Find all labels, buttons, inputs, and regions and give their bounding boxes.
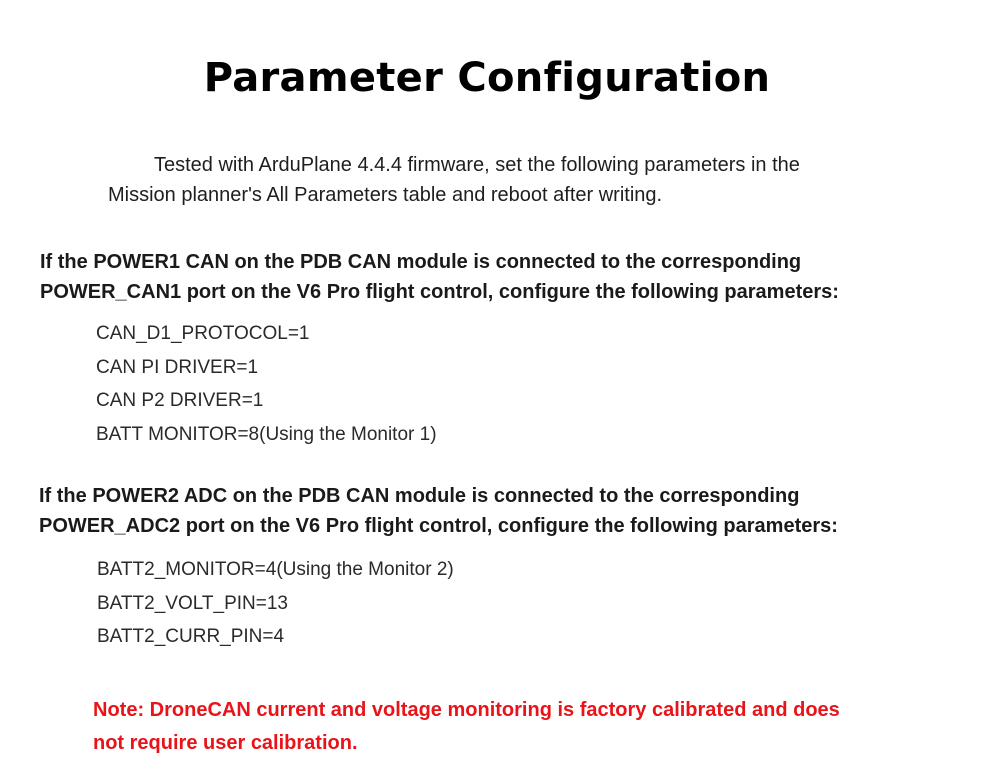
calibration-note [93, 694, 953, 760]
section-1-heading-line-1: If the POWER1 CAN on the PDB CAN module is connected to the corresponding [40, 251, 802, 273]
parameter-item: CAN PI DRIVER=1 [96, 356, 259, 378]
intro-line-2: Mission planner's All Parameters table and reboot after writing. [108, 184, 663, 206]
intro-paragraph [108, 150, 938, 210]
parameter-item: CAN_D1_PROTOCOL=1 [96, 323, 310, 344]
page-title: Parameter Configuration [203, 55, 771, 101]
parameter-item: BATT2_CURR_PIN=4 [97, 626, 285, 647]
parameter-item: BATT2_MONITOR=4(Using the Monitor 2) [97, 559, 454, 580]
intro-line-1: Tested with ArduPlane 4.4.4 firmware, set the following parameters in the [154, 154, 800, 176]
note-line-2: not require user calibration. [93, 732, 358, 754]
section-1-parameter-list [96, 317, 437, 451]
section-2-parameter-list [97, 553, 454, 654]
parameter-item: BATT MONITOR=8(Using the Monitor 1) [96, 423, 437, 445]
section-1-heading [40, 247, 990, 307]
section-1-heading-line-2: POWER_CAN1 port on the V6 Pro flight control, configure the following parameters: [40, 281, 839, 303]
section-2-heading-line-1: If the POWER2 ADC on the PDB CAN module is connected to the corresponding [39, 485, 800, 507]
section-2-heading [39, 481, 989, 541]
section-2-heading-line-2: POWER_ADC2 port on the V6 Pro flight control, configure the following parameters: [39, 515, 838, 537]
parameter-item: BATT2_VOLT_PIN=13 [97, 592, 288, 614]
parameter-item: CAN P2 DRIVER=1 [96, 390, 264, 411]
note-line-1: Note: DroneCAN current and voltage monitoring is factory calibrated and does [93, 699, 840, 721]
